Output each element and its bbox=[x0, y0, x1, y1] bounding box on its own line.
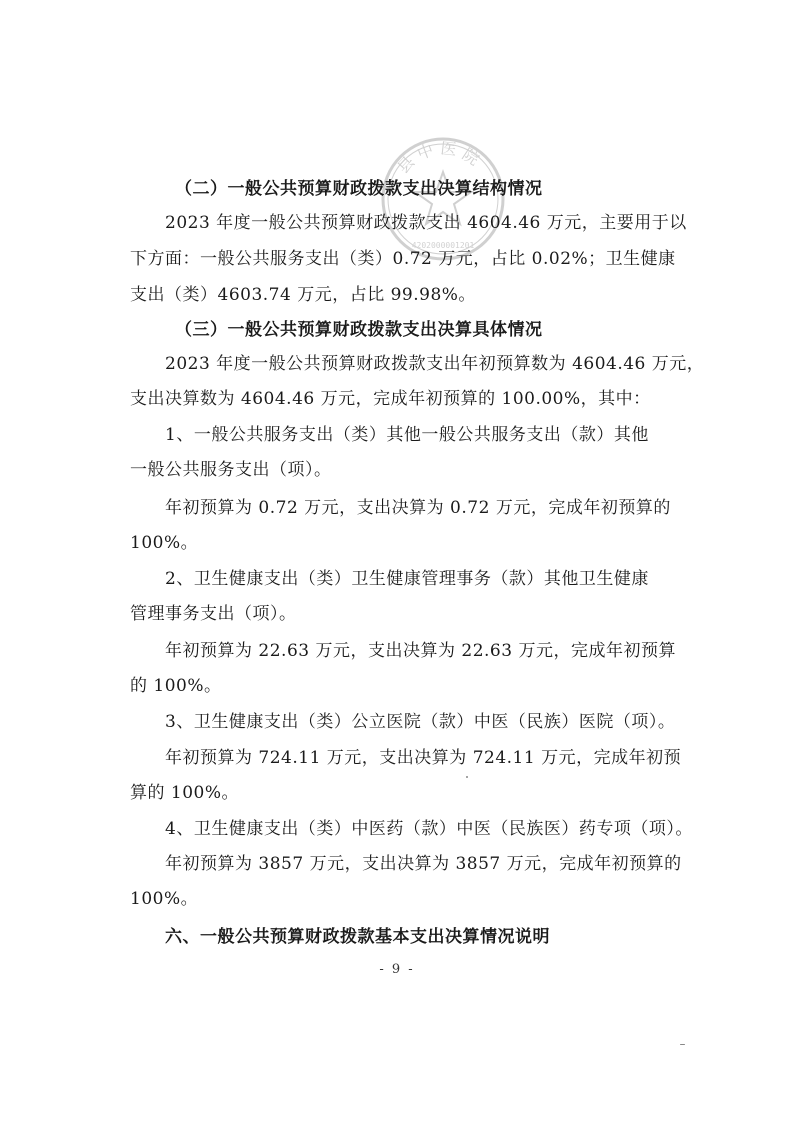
scan-speck bbox=[680, 1044, 685, 1045]
list-item-2-detail: 年初预算为 22.63 万元，支出决算为 22.63 万元，完成年初预算 bbox=[165, 641, 676, 661]
list-item-1-detail-cont: 100%。 bbox=[130, 533, 199, 553]
svg-text:4202000001201: 4202000001201 bbox=[411, 241, 475, 250]
section-heading-details: （三）一般公共预算财政拨款支出决算具体情况 bbox=[175, 320, 543, 340]
list-item-3: 3、卫生健康支出（类）公立医院（款）中医（民族）医院（项）。 bbox=[165, 712, 676, 732]
list-item-1-cont: 一般公共服务支出（项）。 bbox=[130, 460, 332, 480]
scan-speck bbox=[466, 776, 468, 778]
list-item-2-detail-cont: 的 100%。 bbox=[130, 676, 222, 696]
paragraph-line: 支出决算数为 4604.46 万元，完成年初预算的 100.00%，其中： bbox=[130, 389, 651, 409]
list-item-1: 1、一般公共服务支出（类）其他一般公共服务支出（款）其他 bbox=[165, 425, 649, 445]
list-item-4-detail-cont: 100%。 bbox=[130, 889, 199, 909]
section-heading-structure: （二）一般公共预算财政拨款支出决算结构情况 bbox=[175, 179, 543, 199]
section-heading-basic-expenditure: 六、一般公共预算财政拨款基本支出决算情况说明 bbox=[165, 927, 550, 947]
list-item-3-detail-cont: 算的 100%。 bbox=[130, 783, 240, 803]
list-item-2: 2、卫生健康支出（类）卫生健康管理事务（款）其他卫生健康 bbox=[165, 569, 649, 589]
page-number: - 9 - bbox=[379, 962, 415, 977]
list-item-1-detail: 年初预算为 0.72 万元，支出决算为 0.72 万元，完成年初预算的 bbox=[165, 498, 671, 518]
paragraph-line: 2023 年度一般公共预算财政拨款支出 4604.46 万元，主要用于以 bbox=[165, 213, 687, 233]
paragraph-line: 2023 年度一般公共预算财政拨款支出年初预算数为 4604.46 万元， bbox=[165, 354, 705, 374]
list-item-2-cont: 管理事务支出（项）。 bbox=[130, 604, 297, 624]
paragraph-line: 支出（类）4603.74 万元，占比 99.98%。 bbox=[130, 285, 476, 305]
list-item-4-detail: 年初预算为 3857 万元，支出决算为 3857 万元，完成年初预算的 bbox=[165, 854, 682, 874]
list-item-4: 4、卫生健康支出（类）中医药（款）中医（民族医）药专项（项）。 bbox=[165, 819, 693, 839]
list-item-3-detail: 年初预算为 724.11 万元，支出决算为 724.11 万元，完成年初预 bbox=[165, 748, 682, 768]
paragraph-line: 下方面：一般公共服务支出（类）0.72 万元，占比 0.02%；卫生健康 bbox=[130, 249, 676, 269]
svg-text:县 中 医 院: 县 中 医 院 bbox=[393, 138, 483, 178]
